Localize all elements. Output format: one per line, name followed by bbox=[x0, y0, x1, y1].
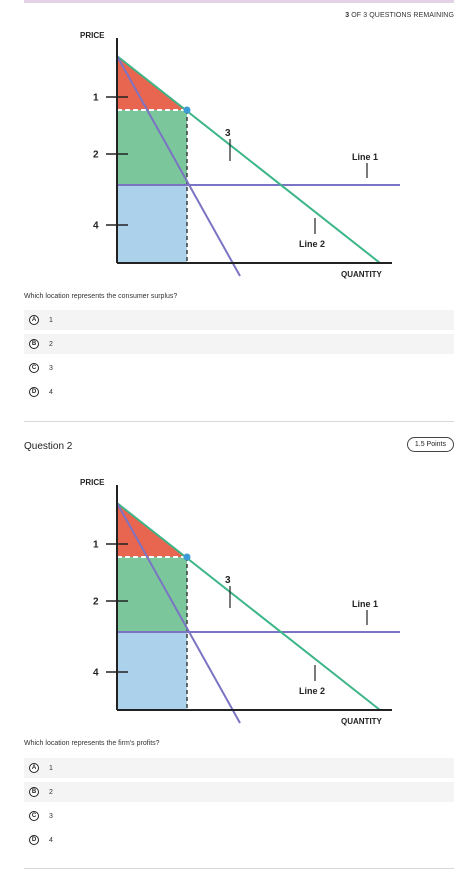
region-3-label: 3 bbox=[225, 128, 231, 139]
line-1-label: Line 1 bbox=[352, 152, 379, 162]
price-axis-label: PRICE bbox=[80, 31, 105, 40]
option-letter-badge[interactable]: C bbox=[29, 363, 39, 373]
intersection-dot bbox=[184, 107, 191, 114]
option-label[interactable]: 2 bbox=[49, 340, 53, 348]
q1-option-a[interactable] bbox=[24, 310, 454, 330]
question-1-options bbox=[24, 310, 454, 406]
region-3-label: 3 bbox=[225, 575, 231, 586]
region-2-green bbox=[117, 557, 187, 632]
price-axis-label: PRICE bbox=[80, 478, 105, 487]
region-4-blue bbox=[117, 632, 187, 710]
economics-graph bbox=[70, 26, 410, 281]
top-accent-bar bbox=[24, 0, 454, 3]
question-1-prompt: Which location represents the consumer surplus? bbox=[24, 293, 178, 300]
option-letter-badge[interactable]: D bbox=[29, 835, 39, 845]
option-label[interactable]: 1 bbox=[49, 316, 53, 324]
question-1-graph bbox=[70, 26, 410, 281]
q2-option-c[interactable] bbox=[24, 806, 454, 826]
remaining-text: OF 3 QUESTIONS REMAINING bbox=[351, 12, 454, 19]
question-2-prompt: Which location represents the firm's profits? bbox=[24, 740, 160, 747]
option-label[interactable]: 4 bbox=[49, 836, 53, 844]
points-badge: 1.5 Points bbox=[407, 437, 454, 452]
question-2-title: Question 2 bbox=[24, 441, 73, 452]
option-label[interactable]: 3 bbox=[49, 812, 53, 820]
option-label[interactable]: 4 bbox=[49, 388, 53, 396]
q2-option-d[interactable] bbox=[24, 830, 454, 850]
option-letter-badge[interactable]: B bbox=[29, 787, 39, 797]
tick-4-label: 4 bbox=[93, 667, 99, 679]
line-1-label: Line 1 bbox=[352, 599, 379, 609]
region-2-green bbox=[117, 110, 187, 185]
option-label[interactable]: 3 bbox=[49, 364, 53, 372]
line-2-label: Line 2 bbox=[299, 239, 326, 249]
question-2-graph bbox=[70, 473, 410, 728]
remaining-count: 3 bbox=[345, 12, 350, 19]
option-letter-badge[interactable]: A bbox=[29, 763, 39, 773]
tick-1-label: 1 bbox=[93, 539, 99, 551]
tick-1-label: 1 bbox=[93, 92, 99, 104]
option-label[interactable]: 2 bbox=[49, 788, 53, 796]
quantity-axis-label: QUANTITY bbox=[341, 270, 382, 279]
region-4-blue bbox=[117, 185, 187, 263]
tick-4-label: 4 bbox=[93, 220, 99, 232]
line-2-label: Line 2 bbox=[299, 686, 326, 696]
tick-2-label: 2 bbox=[93, 596, 99, 608]
quantity-axis-label: QUANTITY bbox=[341, 717, 382, 726]
question-2-options bbox=[24, 758, 454, 854]
option-letter-badge[interactable]: C bbox=[29, 811, 39, 821]
economics-graph bbox=[70, 473, 410, 728]
q1-option-c[interactable] bbox=[24, 358, 454, 378]
question-divider bbox=[24, 421, 454, 422]
option-label[interactable]: 1 bbox=[49, 764, 53, 772]
option-letter-badge[interactable]: A bbox=[29, 315, 39, 325]
q1-option-b[interactable] bbox=[24, 334, 454, 354]
option-letter-badge[interactable]: B bbox=[29, 339, 39, 349]
q2-option-a[interactable] bbox=[24, 758, 454, 778]
bottom-divider bbox=[24, 868, 454, 869]
q2-option-b[interactable] bbox=[24, 782, 454, 802]
questions-remaining bbox=[345, 12, 454, 19]
option-letter-badge[interactable]: D bbox=[29, 387, 39, 397]
q1-option-d[interactable] bbox=[24, 382, 454, 402]
intersection-dot bbox=[184, 554, 191, 561]
tick-2-label: 2 bbox=[93, 149, 99, 161]
